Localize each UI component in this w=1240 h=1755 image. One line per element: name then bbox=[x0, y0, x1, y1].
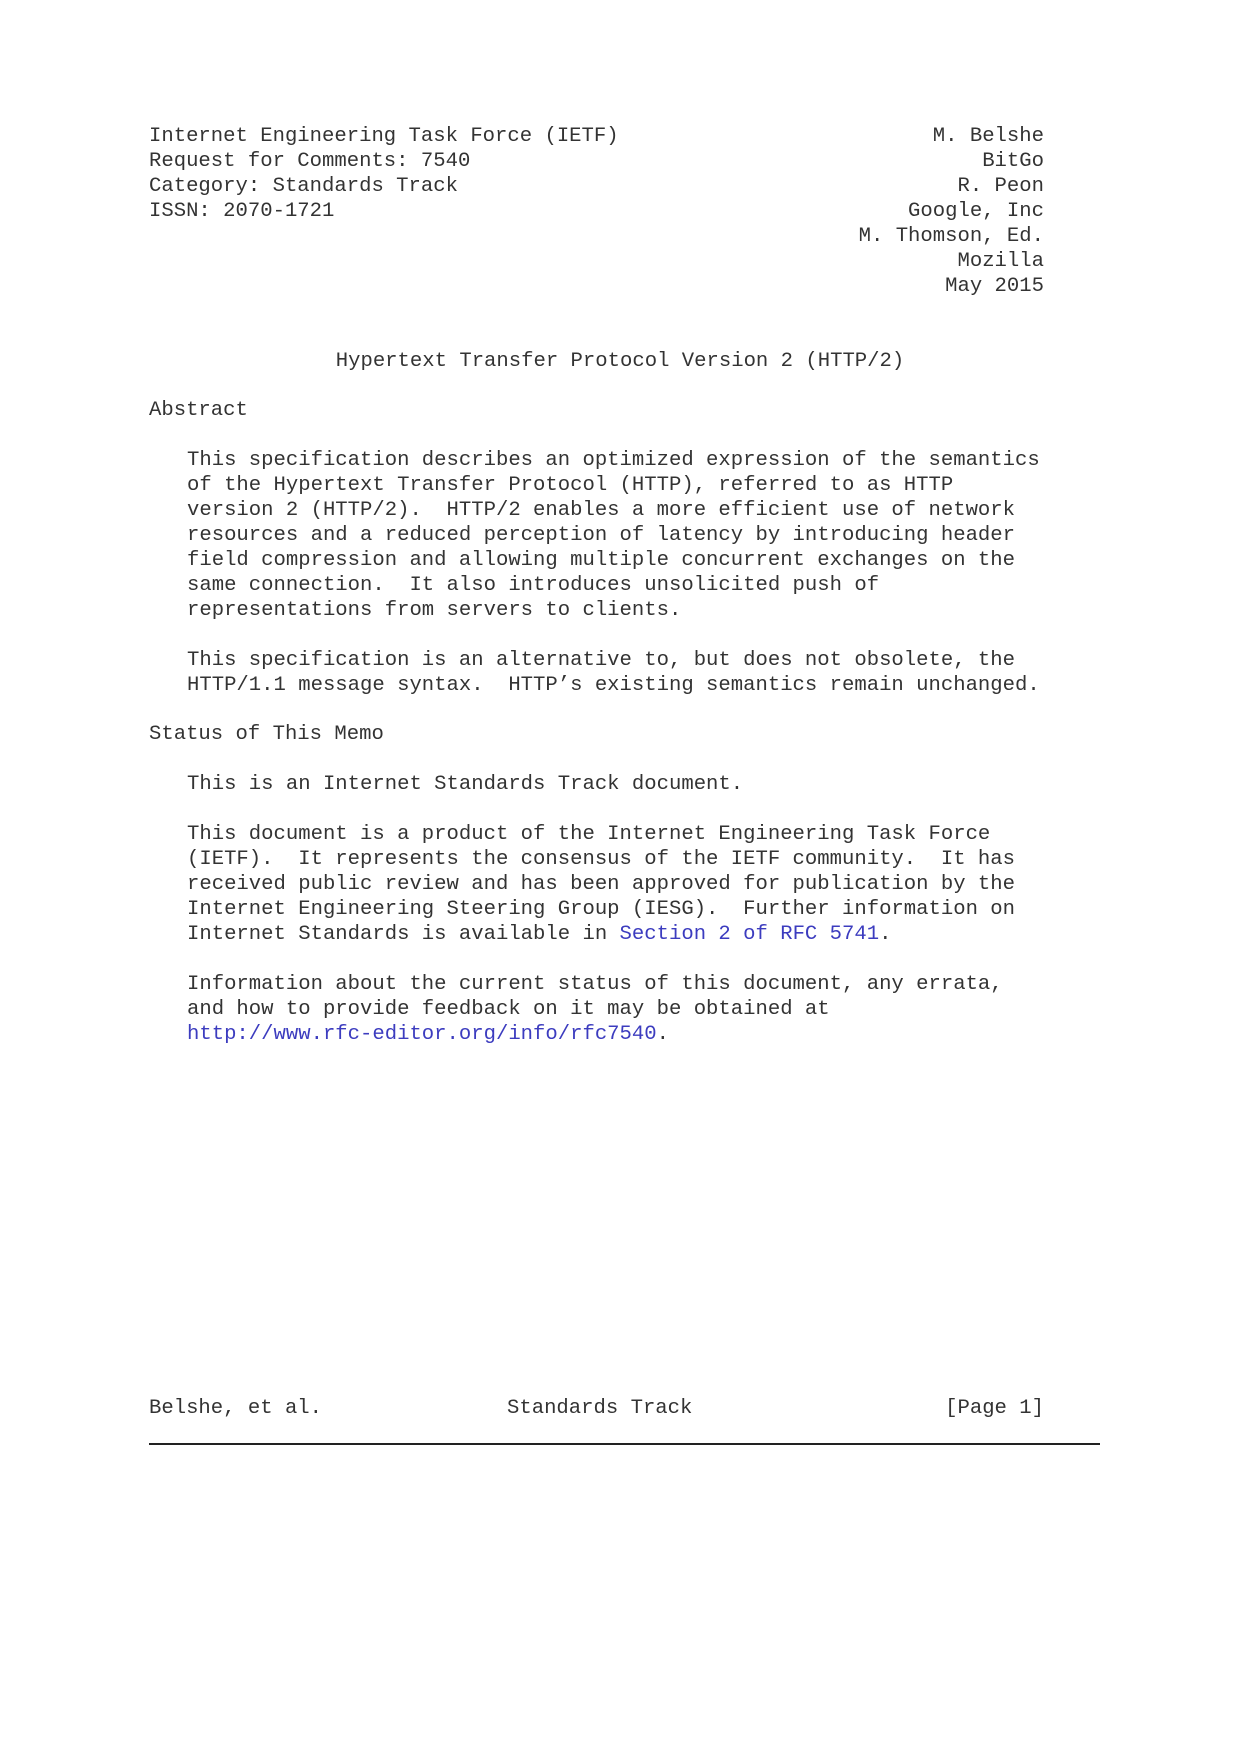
status-p2-line: This document is a product of the Internet Engineering Task Force bbox=[187, 823, 991, 846]
abstract-p1-line: representations from servers to clients. bbox=[187, 599, 682, 622]
rfc5741-section-link[interactable]: Section 2 of RFC 5741 bbox=[619, 923, 880, 946]
affiliation-google: Google, Inc bbox=[908, 200, 1044, 223]
status-p2-last-text: Internet Standards is available in bbox=[187, 923, 620, 946]
abstract-p1-line: This specification describes an optimized expression of the semantics bbox=[187, 449, 1040, 472]
abstract-p1-line: resources and a reduced perception of latency by introducing header bbox=[187, 524, 1016, 547]
status-p3-line: Information about the current status of this document, any errata, bbox=[187, 973, 1003, 996]
status-p2-line: Internet Engineering Steering Group (IESG). Further information on bbox=[187, 898, 1016, 921]
document-title: Hypertext Transfer Protocol Version 2 (HTTP/2) bbox=[335, 350, 905, 373]
header-category: Category: Standards Track bbox=[149, 175, 458, 198]
affiliation-bitgo: BitGo bbox=[982, 150, 1044, 173]
status-p3-line: and how to provide feedback on it may be obtained at bbox=[187, 998, 830, 1021]
rfc-editor-info-link[interactable]: http://www.rfc-editor.org/info/rfc7540 bbox=[187, 1023, 657, 1046]
abstract-p2-line: HTTP/1.1 message syntax. HTTP’s existing semantics remain unchanged. bbox=[187, 674, 1040, 697]
status-p2-line bbox=[187, 922, 891, 947]
abstract-heading: Abstract bbox=[149, 399, 248, 422]
author-thomson: M. Thomson, Ed. bbox=[858, 225, 1044, 248]
header-rfc-number: Request for Comments: 7540 bbox=[149, 150, 471, 173]
abstract-p1-line: version 2 (HTTP/2). HTTP/2 enables a more efficient use of network bbox=[187, 499, 1016, 522]
publication-date: May 2015 bbox=[945, 275, 1044, 298]
status-p2-line: received public review and has been approved for publication by the bbox=[187, 873, 1016, 896]
abstract-p2-line: This specification is an alternative to, but does not obsolete, the bbox=[187, 649, 1016, 672]
status-p3-line bbox=[187, 1022, 669, 1047]
footer-page-number: [Page 1] bbox=[945, 1397, 1044, 1420]
footer-authors: Belshe, et al. bbox=[149, 1397, 323, 1420]
abstract-p1-line: of the Hypertext Transfer Protocol (HTTP), referred to as HTTP bbox=[187, 474, 954, 497]
header-issn: ISSN: 2070-1721 bbox=[149, 200, 335, 223]
footer-category: Standards Track bbox=[507, 1397, 693, 1420]
status-heading: Status of This Memo bbox=[149, 723, 384, 746]
abstract-p1-line: field compression and allowing multiple concurrent exchanges on the bbox=[187, 549, 1016, 572]
author-belshe: M. Belshe bbox=[932, 125, 1044, 148]
header-organization: Internet Engineering Task Force (IETF) bbox=[149, 125, 619, 148]
status-p2-last-period: . bbox=[879, 923, 892, 946]
footer-rule bbox=[149, 1443, 1100, 1445]
abstract-p1-line: same connection. It also introduces unsolicited push of bbox=[187, 574, 880, 597]
author-peon: R. Peon bbox=[957, 175, 1044, 198]
status-p3-period: . bbox=[656, 1023, 669, 1046]
affiliation-mozilla: Mozilla bbox=[957, 250, 1044, 273]
status-p1-line: This is an Internet Standards Track document. bbox=[187, 773, 744, 796]
status-p2-line: (IETF). It represents the consensus of the IETF community. It has bbox=[187, 848, 1016, 871]
